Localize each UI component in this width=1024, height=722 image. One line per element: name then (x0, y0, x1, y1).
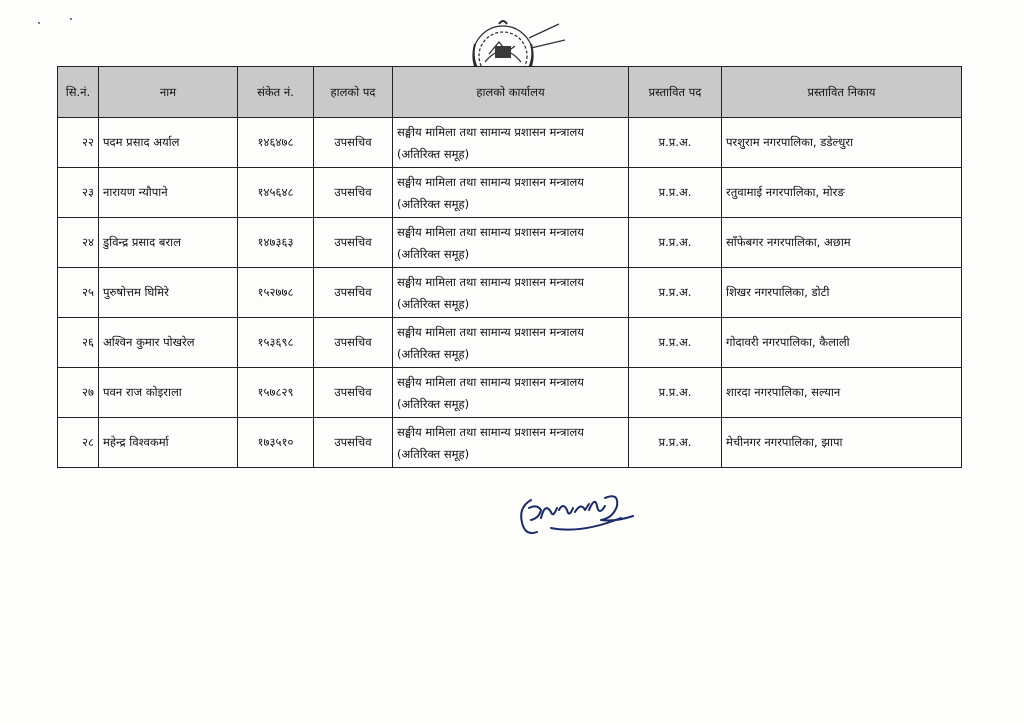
cell-name: डुविन्द्र प्रसाद बराल (99, 218, 238, 268)
header-proposed-post: प्रस्तावित पद (629, 67, 722, 118)
table-header-row (58, 67, 962, 118)
table-row (58, 318, 962, 368)
cell-post: उपसचिव (314, 418, 393, 468)
table-row (58, 418, 962, 468)
office-group: (अतिरिक्त समूह) (397, 346, 470, 361)
cell-post: उपसचिव (314, 118, 393, 168)
cell-office (393, 268, 629, 318)
office-line: सङ्घीय मामिला तथा सामान्य प्रशासन मन्त्रालय (397, 224, 584, 239)
cell-post: उपसचिव (314, 368, 393, 418)
cell-name: पदम प्रसाद अर्याल (99, 118, 238, 168)
cell-name: महेन्द्र विश्वकर्मा (99, 418, 238, 468)
cell-code: १५२७७८ (238, 268, 314, 318)
office-line: सङ्घीय मामिला तथा सामान्य प्रशासन मन्त्रालय (397, 374, 584, 389)
transfer-table (57, 66, 962, 468)
cell-proposed-body: शारदा नगरपालिका, सल्यान (722, 368, 962, 418)
office-group: (अतिरिक्त समूह) (397, 146, 470, 161)
cell-sn: २४ (58, 218, 99, 268)
header-proposed-body: प्रस्तावित निकाय (722, 67, 962, 118)
table-row (58, 118, 962, 168)
table-row (58, 368, 962, 418)
cell-sn: २६ (58, 318, 99, 368)
cell-sn: २२ (58, 118, 99, 168)
table-row (58, 218, 962, 268)
office-group: (अतिरिक्त समूह) (397, 296, 470, 311)
office-group: (अतिरिक्त समूह) (397, 396, 470, 411)
cell-code: १५३६९८ (238, 318, 314, 368)
cell-name: अश्विन कुमार पोखरेल (99, 318, 238, 368)
cell-post: उपसचिव (314, 318, 393, 368)
cell-code: १४५६४८ (238, 168, 314, 218)
cell-name: पवन राज कोइराला (99, 368, 238, 418)
scan-speck (70, 18, 72, 20)
header-current-office: हालको कार्यालय (393, 67, 629, 118)
cell-office (393, 118, 629, 168)
office-line: सङ्घीय मामिला तथा सामान्य प्रशासन मन्त्रालय (397, 124, 584, 139)
office-line: सङ्घीय मामिला तथा सामान्य प्रशासन मन्त्रालय (397, 324, 584, 339)
office-line: सङ्घीय मामिला तथा सामान्य प्रशासन मन्त्रालय (397, 424, 584, 439)
cell-name: नारायण न्यौपाने (99, 168, 238, 218)
cell-sn: २७ (58, 368, 99, 418)
table-row (58, 268, 962, 318)
cell-proposed-post: प्र.प्र.अ. (629, 218, 722, 268)
office-line: सङ्घीय मामिला तथा सामान्य प्रशासन मन्त्रालय (397, 174, 584, 189)
cell-office (393, 418, 629, 468)
cell-office (393, 168, 629, 218)
table-row (58, 168, 962, 218)
cell-code: १४६४७८ (238, 118, 314, 168)
cell-post: उपसचिव (314, 218, 393, 268)
office-group: (अतिरिक्त समूह) (397, 446, 470, 461)
cell-post: उपसचिव (314, 168, 393, 218)
cell-proposed-body: शिखर नगरपालिका, डोटी (722, 268, 962, 318)
cell-proposed-post: प्र.प्र.अ. (629, 118, 722, 168)
cell-code: १७३५१० (238, 418, 314, 468)
scan-speck (38, 22, 40, 24)
office-group: (अतिरिक्त समूह) (397, 246, 470, 261)
cell-proposed-body: साँफेबगर नगरपालिका, अछाम (722, 218, 962, 268)
cell-office (393, 218, 629, 268)
header-name: नाम (99, 67, 238, 118)
cell-name: पुरुषोत्तम घिमिरे (99, 268, 238, 318)
cell-code: १५७८२९ (238, 368, 314, 418)
cell-code: १४७३६३ (238, 218, 314, 268)
office-group: (अतिरिक्त समूह) (397, 196, 470, 211)
header-code: संकेत नं. (238, 67, 314, 118)
cell-sn: २५ (58, 268, 99, 318)
cell-office (393, 368, 629, 418)
cell-sn: २३ (58, 168, 99, 218)
cell-proposed-body: मेचीनगर नगरपालिका, झापा (722, 418, 962, 468)
office-line: सङ्घीय मामिला तथा सामान्य प्रशासन मन्त्रालय (397, 274, 584, 289)
cell-post: उपसचिव (314, 268, 393, 318)
signature-icon (515, 488, 640, 543)
header-sn: सि.नं. (58, 67, 99, 118)
header-current-post: हालको पद (314, 67, 393, 118)
cell-proposed-body: रतुवामाई नगरपालिका, मोरङ (722, 168, 962, 218)
cell-office (393, 318, 629, 368)
cell-proposed-post: प्र.प्र.अ. (629, 268, 722, 318)
cell-proposed-post: प्र.प्र.अ. (629, 368, 722, 418)
cell-proposed-post: प्र.प्र.अ. (629, 168, 722, 218)
cell-proposed-post: प्र.प्र.अ. (629, 418, 722, 468)
cell-proposed-body: गोदावरी नगरपालिका, कैलाली (722, 318, 962, 368)
cell-proposed-post: प्र.प्र.अ. (629, 318, 722, 368)
cell-sn: २८ (58, 418, 99, 468)
cell-proposed-body: परशुराम नगरपालिका, डडेल्धुरा (722, 118, 962, 168)
